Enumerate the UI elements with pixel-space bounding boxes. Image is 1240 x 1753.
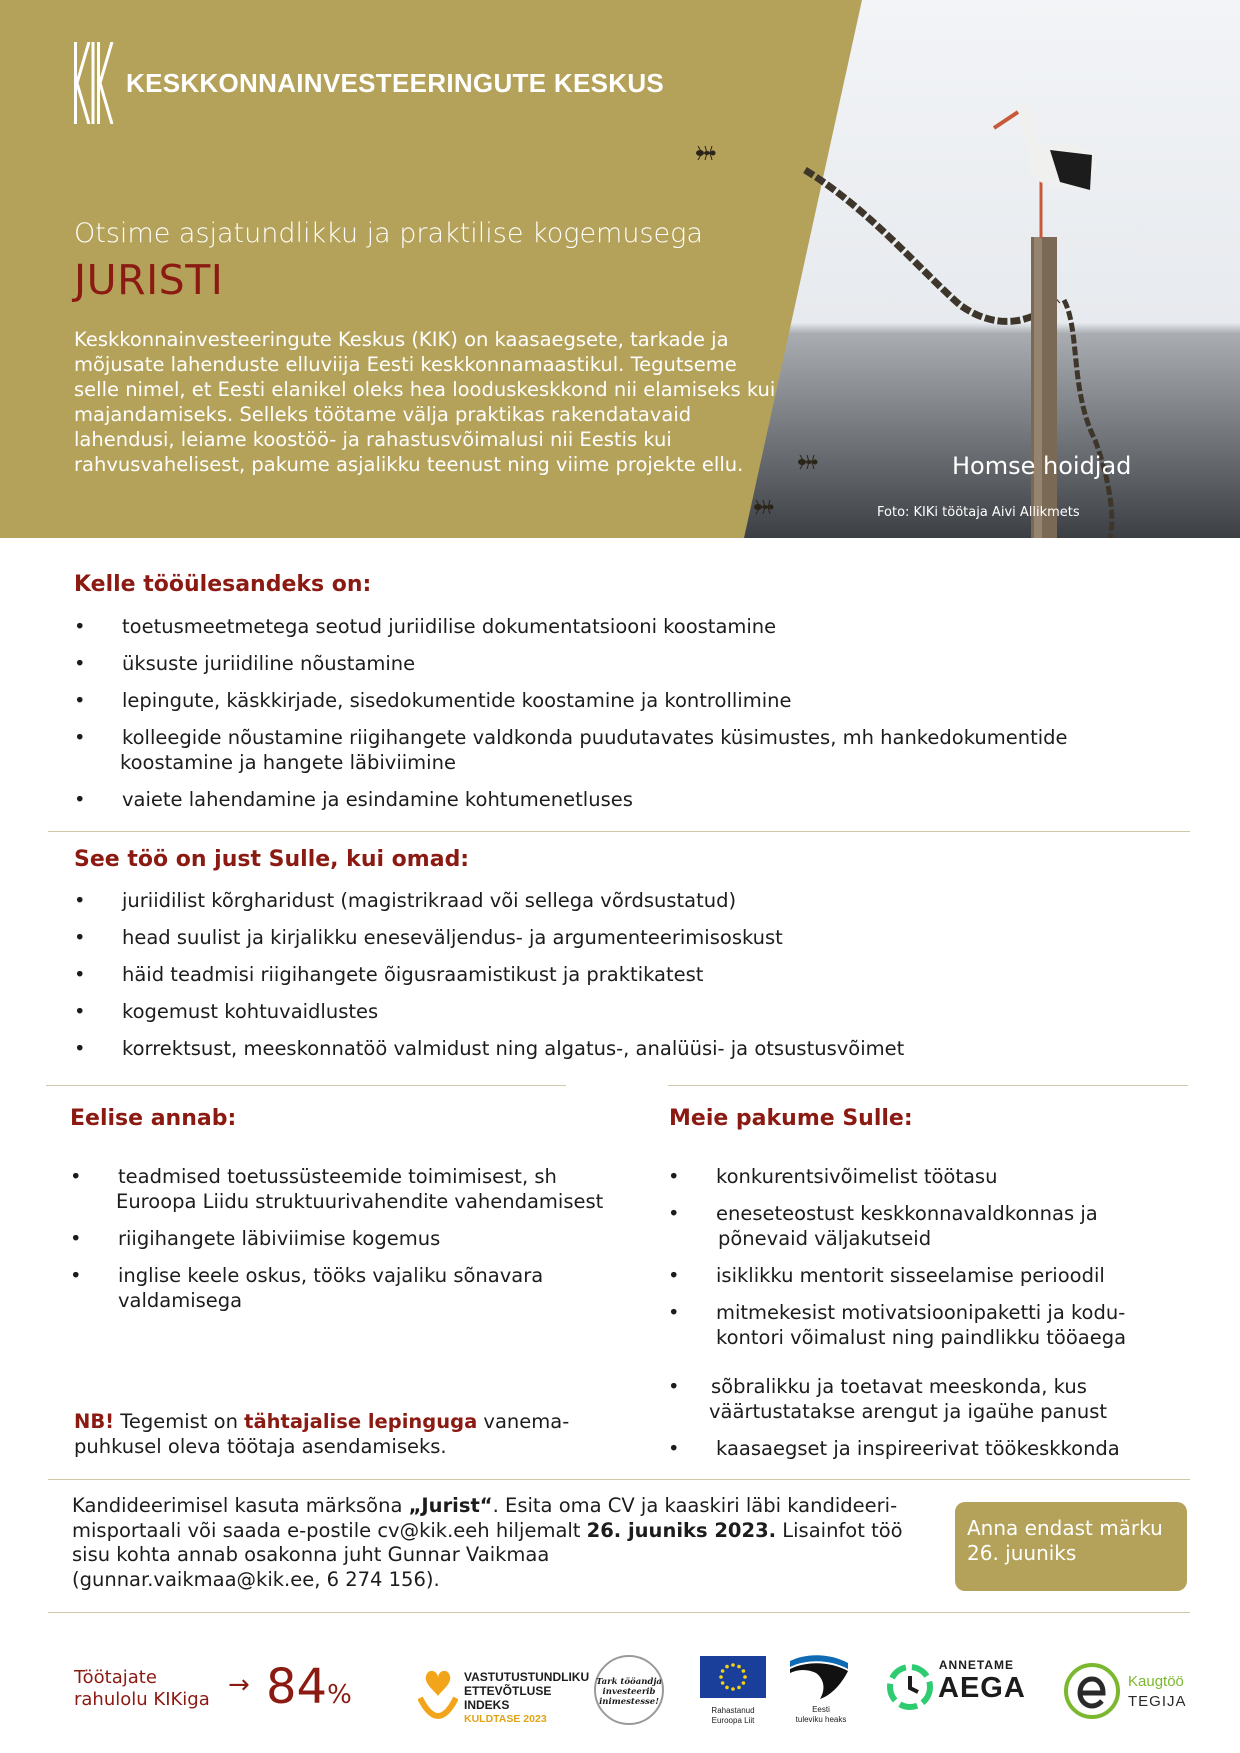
job-title: JURISTI — [74, 256, 224, 304]
keyword: „Jurist“ — [408, 1494, 493, 1517]
application-instructions: Kandideerimisel kasuta märksõna „Jurist“. Esita oma CV ja kaaskiri läbi kandideeri- misportaali või saada e-postile cv@kik.eeh hiljemalt 26. juuniks 2023. Lisainfot töö sisu kohta annab osakonna juht Gunnar Vaikmaa (gunnar.vaikmaa@kik.ee, 6 274 156). — [72, 1494, 942, 1592]
kik-logo[interactable] — [72, 42, 664, 124]
list-item: • juriidilist kõrgharidust (magistrikraad või sellega võrdsustatud) — [74, 889, 737, 912]
list-item: • kogemust kohtuvaidlustes — [74, 1000, 379, 1023]
divider — [668, 1085, 1188, 1086]
list-item: • kolleegide nõustamine riigihangete valdkonda puudutavates küsimustes, mh hankedokumentide koostamine ja hangete läbiviimine — [74, 726, 1068, 774]
e-letter-icon — [1062, 1661, 1122, 1721]
duties-title: Kelle tööülesandeks on: — [74, 572, 372, 597]
ant-icon — [752, 497, 778, 517]
annetame-aega-logo[interactable]: ANNETAME AEGA — [884, 1656, 1024, 1720]
bullet: • — [74, 788, 86, 811]
bullet: • — [74, 726, 86, 749]
bullet: • — [74, 889, 86, 912]
bullet: • — [74, 615, 86, 638]
responsible-business-badge[interactable]: VASTUTUSTUNDLIKU ETTEVÕTLUSE INDEKS KULDTASE 2023 — [418, 1662, 578, 1732]
bullet: • — [668, 1264, 680, 1287]
contract-note: NB! Tegemist on tähtajalise lepinguga vanema- puhkusel oleva töötaja asendamiseks. — [74, 1410, 570, 1458]
eu-funding-logo[interactable]: Rahastanud Euroopa Liit — [700, 1656, 766, 1726]
deadline: 26. juuniks 2023. — [586, 1518, 777, 1542]
list-item: • häid teadmisi riigihangete õigusraamistikust ja praktikatest — [74, 963, 704, 986]
list-item: • toetusmeetmetega seotud juriidilise dokumentatsiooni koostamine — [74, 615, 777, 638]
bullet: • — [74, 652, 86, 675]
about-line: rahvusvahelisest, pakume asjalikku teenust ning viime projekte ellu. — [74, 453, 744, 476]
bullet: • — [668, 1301, 680, 1324]
list-item: • inglise keele oskus, tööks vajaliku sõnavara valdamisega — [70, 1264, 544, 1312]
estonia-future-logo[interactable]: Eesti tuleviku heaks — [786, 1651, 856, 1727]
bullet: • — [74, 1037, 86, 1060]
photo-credit: Foto: KIKi töötaja Aivi Allikmets — [877, 505, 1080, 520]
list-item: • isiklikku mentorit sisseelamise perioodil — [668, 1264, 1105, 1287]
estonian-flag-swoosh-icon — [786, 1651, 852, 1701]
apply-button[interactable]: Anna endast märku 26. juuniks — [955, 1502, 1187, 1591]
contact-info[interactable]: (gunnar.vaikmaa@kik.ee, 6 274 156). — [72, 1567, 440, 1591]
list-item: • lepingute, käskkirjade, sisedokumentide koostamine ja kontrollimine — [74, 689, 792, 712]
list-item: • mitmekesist motivatsioonipaketti ja kodu- kontori võimalust ning paindlikku tööaega — [668, 1301, 1127, 1349]
header-banner — [0, 0, 1240, 538]
intro-line: Otsime asjatundlikku ja praktilise kogemusega — [74, 218, 703, 249]
bullet: • — [74, 926, 86, 949]
about-line: mõjusate lahenduste elluviija Eesti keskkonnamaastikul. Tegutseme — [74, 353, 737, 376]
list-item: • vaiete lahendamine ja esindamine kohtumenetluses — [74, 788, 633, 811]
offer-title: Meie pakume Sulle: — [669, 1106, 913, 1131]
arrow-right-icon: → — [228, 1670, 250, 1700]
bullet: • — [74, 1000, 86, 1023]
wise-employer-seal[interactable]: Tark tööandja investeerib inimestesse! — [594, 1655, 664, 1725]
bullet: • — [668, 1165, 680, 1188]
list-item: • kaasaegset ja inspireerivat töökeskkonda — [668, 1437, 1120, 1460]
bullet: • — [668, 1202, 680, 1225]
requirements-list — [74, 888, 1184, 1073]
ant-icon — [694, 143, 720, 163]
bullet: • — [668, 1437, 680, 1460]
about-line: Keskkonnainvesteeringute Keskus (KIK) on kaasaegsete, tarkade ja — [74, 328, 729, 351]
bullet: • — [74, 963, 86, 986]
requirements-title: See töö on just Sulle, kui omad: — [74, 847, 470, 872]
bullet: • — [70, 1264, 82, 1287]
satisfaction-value: 84% — [266, 1659, 352, 1715]
duties-list — [74, 614, 1184, 824]
divider — [48, 831, 1190, 832]
list-item: • konkurentsivõimelist töötasu — [668, 1165, 998, 1188]
list-item: • korrektsust, meeskonnatöö valmidust ning algatus-, analüüsi- ja otsustusvõimet — [74, 1037, 905, 1060]
list-item: • sõbralikku ja toetavat meeskonda, kus väärtustatakse arengut ja igaühe panust — [668, 1375, 1108, 1423]
list-item: • eneseteostust keskkonnavaldkonnas ja põnevaid väljakutseid — [668, 1202, 1098, 1250]
kik-logo-mark — [72, 42, 114, 124]
advantages-list — [70, 1164, 630, 1325]
slogan: Homse hoidjad — [952, 452, 1132, 480]
list-item: • riigihangete läbiviimise kogemus — [70, 1227, 441, 1250]
list-item: • üksuste juriidiline nõustamine — [74, 652, 416, 675]
list-item: • head suulist ja kirjalikku eneseväljendus- ja argumenteerimisoskust — [74, 926, 783, 949]
bullet: • — [70, 1165, 82, 1188]
about-line: majandamiseks. Selleks töötame välja praktikas rakendatavaid — [74, 403, 692, 426]
bullet: • — [70, 1227, 82, 1250]
organization-name: KESKKONNAINVESTEERINGUTE KESKUS — [126, 67, 665, 98]
eu-flag-icon — [700, 1656, 766, 1698]
remote-work-badge[interactable]: Kaugtöö TEGIJA — [1062, 1661, 1192, 1727]
note-highlight: tähtajalise lepinguga — [244, 1410, 478, 1433]
satisfaction-label: Töötajate rahulolu KIKiga — [74, 1667, 210, 1710]
advantages-title: Eelise annab: — [70, 1106, 237, 1131]
divider — [46, 1085, 566, 1086]
about-line: selle nimel, et Eesti elanikel oleks hea looduskeskkond nii elamiseks kui — [74, 378, 776, 401]
about-text — [74, 327, 804, 477]
about-line: lahendusi, leiame koostöö- ja rahastusvõimalusi nii Eestis kui — [74, 428, 672, 451]
list-item: • teadmised toetussüsteemide toimimisest, sh Euroopa Liidu struktuurivahendite vahendamisest — [70, 1165, 604, 1213]
offer-list — [668, 1164, 1208, 1473]
ant-icon — [796, 452, 822, 472]
divider — [48, 1612, 1190, 1613]
bullet: • — [668, 1375, 680, 1398]
divider — [48, 1479, 1190, 1480]
bullet: • — [74, 689, 86, 712]
note-prefix: NB! — [74, 1410, 115, 1433]
heart-hands-icon — [418, 1666, 458, 1720]
